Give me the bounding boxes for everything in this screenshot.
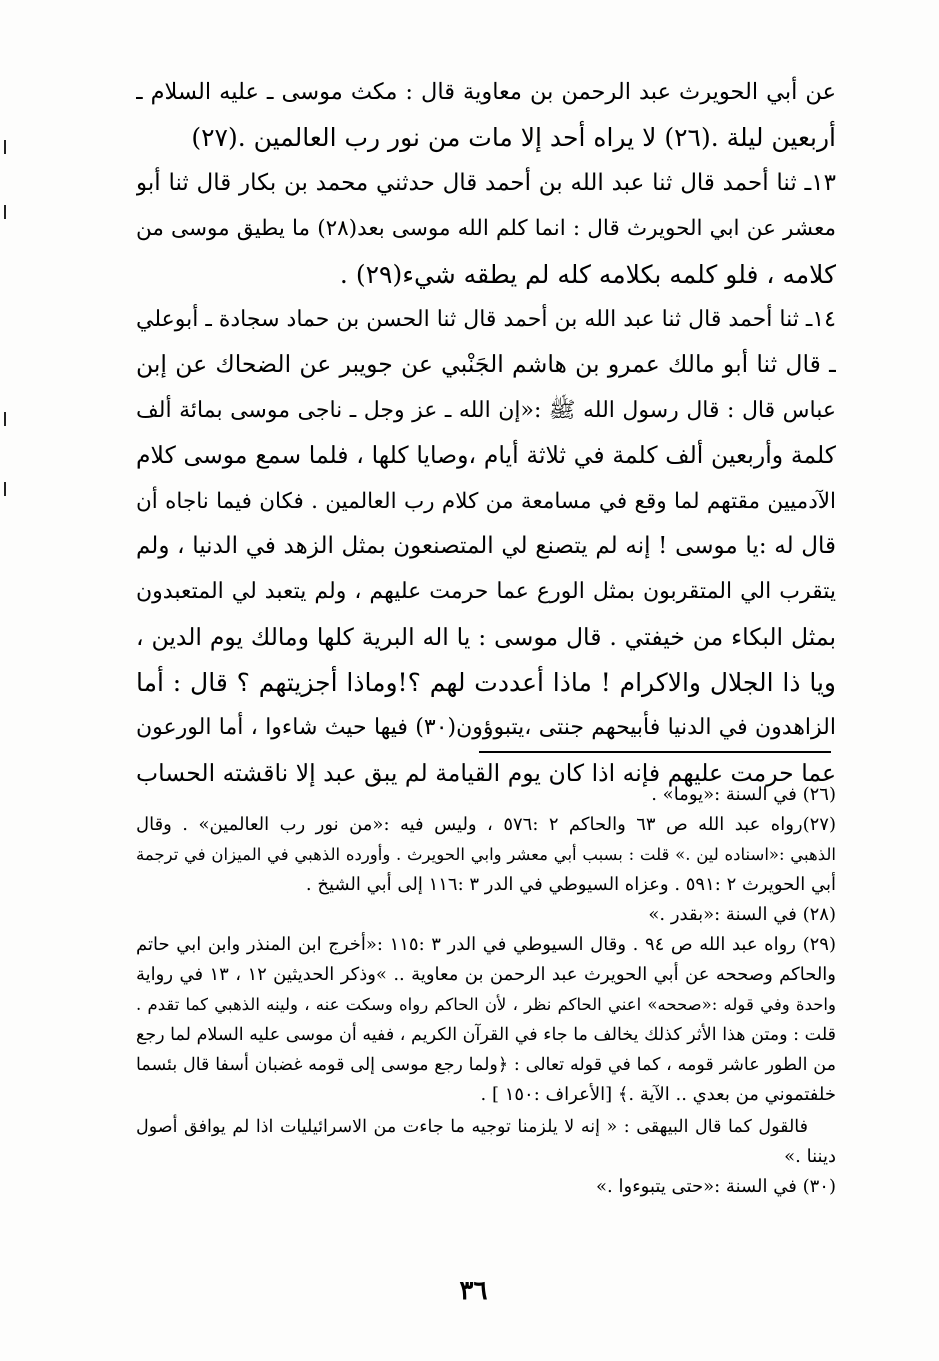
scan-edge-mark <box>4 482 6 496</box>
main-text-line: ويا ذا الجلال والاكرام ! ماذا أعددت لهم ؟!وماذا أجزيتهم ؟ قال : أما <box>136 668 836 698</box>
scan-edge-mark <box>4 412 6 426</box>
footnote-line: (٢٨) في السنة :«بقدر .» <box>648 904 836 925</box>
main-text-line: الزاهدون في الدنيا فأبيحهم جنتى ،يتبوؤون(٣٠) فيها حيث شاءوا ، أما الورعون <box>136 715 836 741</box>
main-text-line: ـ قال ثنا أبو مالك عمرو بن هاشم الجَنْبي عن جويبر عن الضحاك عن إبن <box>136 350 836 379</box>
main-text-block <box>136 70 836 796</box>
footnote-line: والحاكم وصححه عن أبي الحويرث عبد الرحمن بن معاوية .. »وذكر الحديثين ١٢ ، ١٣ في رواية <box>136 964 836 985</box>
main-text-line: كلامه ، فلو كلمه بكلامه كله لم يطقه شيء(٢٩) . <box>339 259 836 289</box>
main-text-line: يتقرب الي المتقربون بمثل الورع عما حرمت عليهم ، ولم يتعبد لي المتعبدون <box>136 579 836 605</box>
main-text-line: عن أبي الحويرث عبد الرحمن بن معاوية قال : مكث موسى ـ عليه السلام ـ <box>136 79 836 105</box>
footnote-line: من الطور عاشر قومه ، كما في قوله تعالى : ﴿ولما رجع موسى إلى قومه غضبان أسفا قال بئسما <box>136 1055 836 1075</box>
footnote-line: (٢٦) في السنة :«يوما» . <box>651 784 836 805</box>
footnotes-block <box>136 780 836 1202</box>
footnote-divider <box>479 751 831 753</box>
main-text-line: ١٣ـ ثنا أحمد قال ثنا عبد الله بن أحمد قال حدثني محمد بن بكار قال ثنا أبو <box>136 169 836 196</box>
main-text-line: قال له :يا موسى ! إنه لم يتصنع لي المتصنعون بمثل الزهد في الدنيا ، ولم <box>136 532 836 559</box>
main-text-line: بمثل البكاء من خيفتي . قال موسى : يا اله البرية كلها ومالك يوم الدين ، <box>136 622 836 651</box>
footnote-line: واحدة وفي قوله :«صححه» اعني الحاكم نظر ، لأن الحاكم رواه وسكت عنه ، ولينه الذهبي كما تقدم . <box>136 995 836 1014</box>
footnote-line: خلفتموني من بعدي .. الآية .﴾ [الأعراف :١٥٠ ] . <box>480 1084 836 1105</box>
main-text-line: كلمة وأربعين ألف كلمة في ثلاثة أيام ،وصايا كلها ، فلما سمع موسى كلام <box>136 441 836 470</box>
main-text-line: الآدميين مقتهم لما وقع في مسامعة من كلام رب العالمين . فكان فيما ناجاه أن <box>136 488 836 514</box>
footnote-line: أبي الحويرث ٢ :٥٩١ . وعزاه السيوطي في الدر ٣ :١١٦ إلى أبي الشيخ . <box>305 874 836 895</box>
main-text-line: معشر عن ابي الحويرث قال : انما كلم الله موسى بعد(٢٨) ما يطيق موسى من <box>136 216 836 242</box>
footnote-line: قلت : ومتن هذا الأثر كذلك يخالف ما جاء في القرآن الكريم ، ففيه أن موسى عليه السلام لما رجع <box>136 1025 836 1045</box>
main-text-line: ١٤ـ ثنا أحمد قال ثنا عبد الله بن أحمد قال ثنا الحسن بن حماد سجادة ـ أبوعلي <box>136 306 836 332</box>
page-number: ٣٦ <box>459 1276 488 1306</box>
footnote-line: (٢٩) رواه عبد الله ص ٩٤ . وقال السيوطي في الدر ٣ :١١٥ :«أخرج ابن المنذر وابن ابي حاتم <box>136 934 836 955</box>
main-text-line: أربعين ليلة .(٢٦) لا يراه أحد إلا مات من نور رب العالمين .(٢٧) <box>191 123 836 153</box>
main-text-line: عباس قال : قال رسول الله ﷺ :«إن الله ـ عز وجل ـ ناجى موسى بمائة ألف <box>136 397 836 423</box>
footnote-line: (٣٠) في السنة :«حتى يتبوءوا .» <box>596 1176 836 1197</box>
scan-edge-mark <box>4 205 6 219</box>
footnote-line: (٢٧)رواه عبد الله ص ٦٣ والحاكم ٢ :٥٧٦ ، وليس فيه :«من نور رب العالمين» . وقال <box>136 814 836 835</box>
footnote-line: ديننا .» <box>784 1146 836 1167</box>
footnote-line: فالقول كما قال البيهقى : « إنه لا يلزمنا توجيه ما جاءت من الاسرائيليات اذا لم يوافق أصول <box>136 1117 808 1137</box>
main-text-line: عما حرمت عليهم فإنه اذا كان يوم القيامة لم يبق عبد إلا ناقشته الحساب <box>136 758 836 787</box>
footnote-line: الذهبي :«اسناده لين .» قلت : بسبب أبي معشر وابي الحويرث . وأورده الذهبي في الميزان في ترجمة <box>136 845 836 864</box>
scan-edge-mark <box>4 140 6 154</box>
